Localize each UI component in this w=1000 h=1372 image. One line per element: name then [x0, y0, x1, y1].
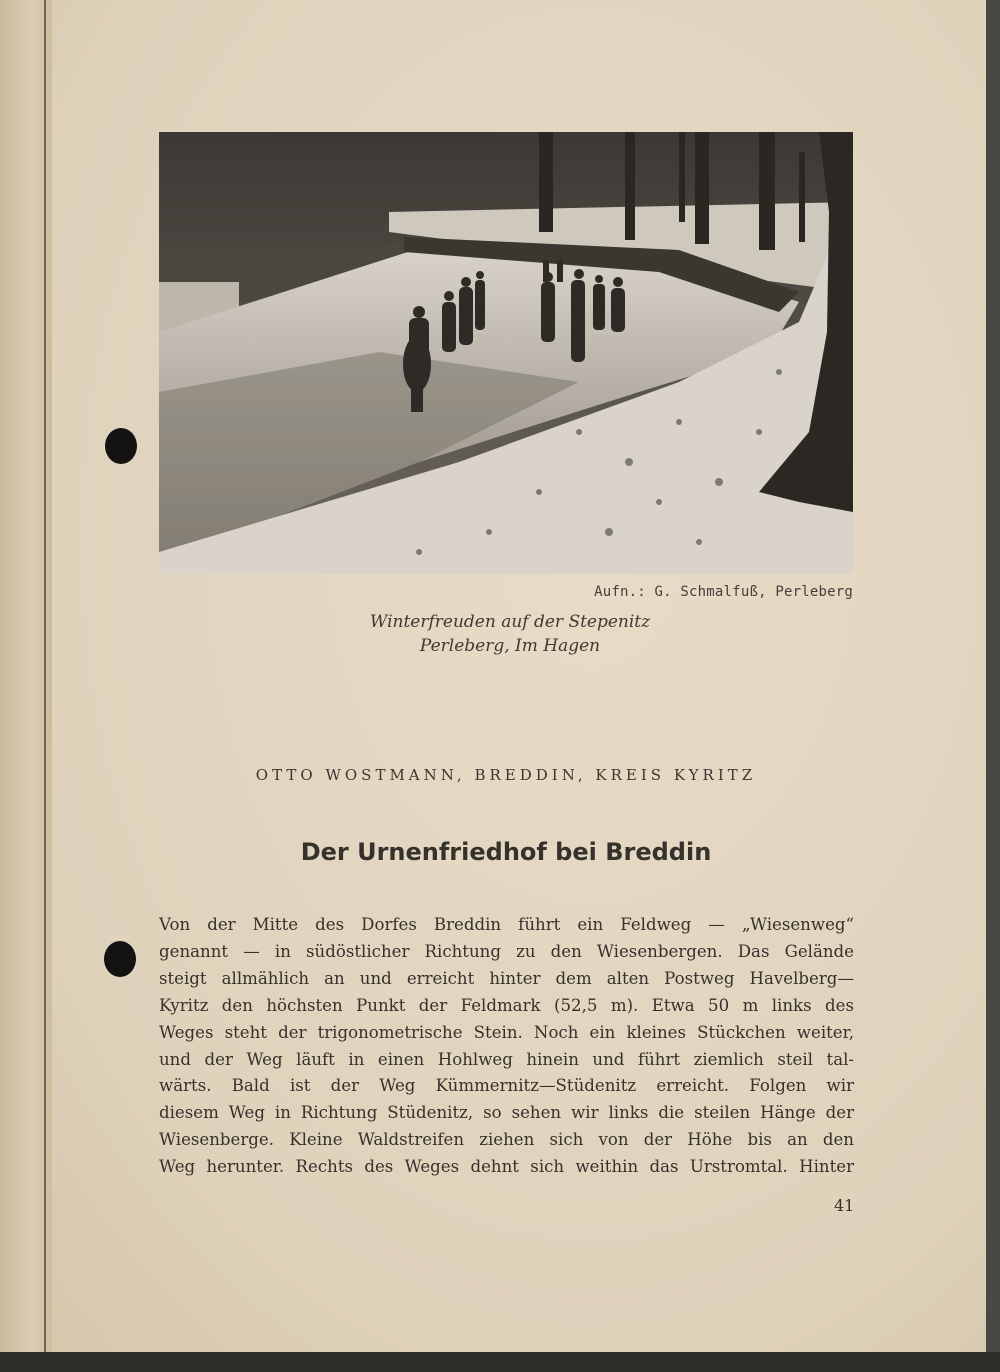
page-bottom-edge: [0, 1352, 1000, 1372]
body-line: Von der Mitte des Dorfes Breddin führt ein Feldweg — „Wiesenweg“: [159, 915, 854, 934]
photo-caption-line1: Winterfreuden auf der Stepenitz: [369, 612, 651, 632]
body-line: wärts. Bald ist der Weg Kümmernitz—Stüdenitz erreicht. Folgen wir: [159, 1076, 854, 1096]
page-number: 41: [834, 1196, 855, 1215]
body-line: Weges steht der trigonometrische Stein. Noch ein kleines Stückchen weiter,: [159, 1022, 854, 1042]
page-right-edge: [986, 0, 1000, 1372]
article-title: Der Urnenfriedhof bei Breddin: [300, 838, 712, 866]
article-body: [159, 912, 854, 1181]
winter-photo: [159, 132, 853, 574]
article-author: OTTO WOSTMANN, BREDDIN, KREIS KYRITZ: [255, 766, 757, 784]
photo-caption-line2: Perleberg, Im Hagen: [419, 636, 601, 656]
body-line: und der Weg läuft in einen Hohlweg hinein und führt ziemlich steil tal-: [159, 1049, 854, 1069]
body-line: Wiesenberge. Kleine Waldstreifen ziehen sich von der Höhe bis an den: [159, 1130, 854, 1150]
photo-credit: Aufn.: G. Schmalfuß, Perleberg: [594, 584, 853, 600]
body-line: steigt allmählich an und erreicht hinter dem alten Postweg Havelberg—: [159, 968, 854, 988]
punch-hole-top: [105, 428, 137, 464]
body-line: Weg herunter. Rechts des Weges dehnt sich weithin das Urstromtal. Hinter: [159, 1157, 854, 1177]
body-line: genannt — in südöstlicher Richtung zu den Wiesenbergen. Das Gelände: [159, 941, 854, 961]
binding-line: [44, 0, 46, 1352]
punch-hole-bottom: [104, 941, 136, 977]
body-line: diesem Weg in Richtung Stüdenitz, so sehen wir links die steilen Hänge der: [159, 1103, 854, 1123]
body-line: Kyritz den höchsten Punkt der Feldmark (52,5 m). Etwa 50 m links des: [159, 995, 854, 1015]
